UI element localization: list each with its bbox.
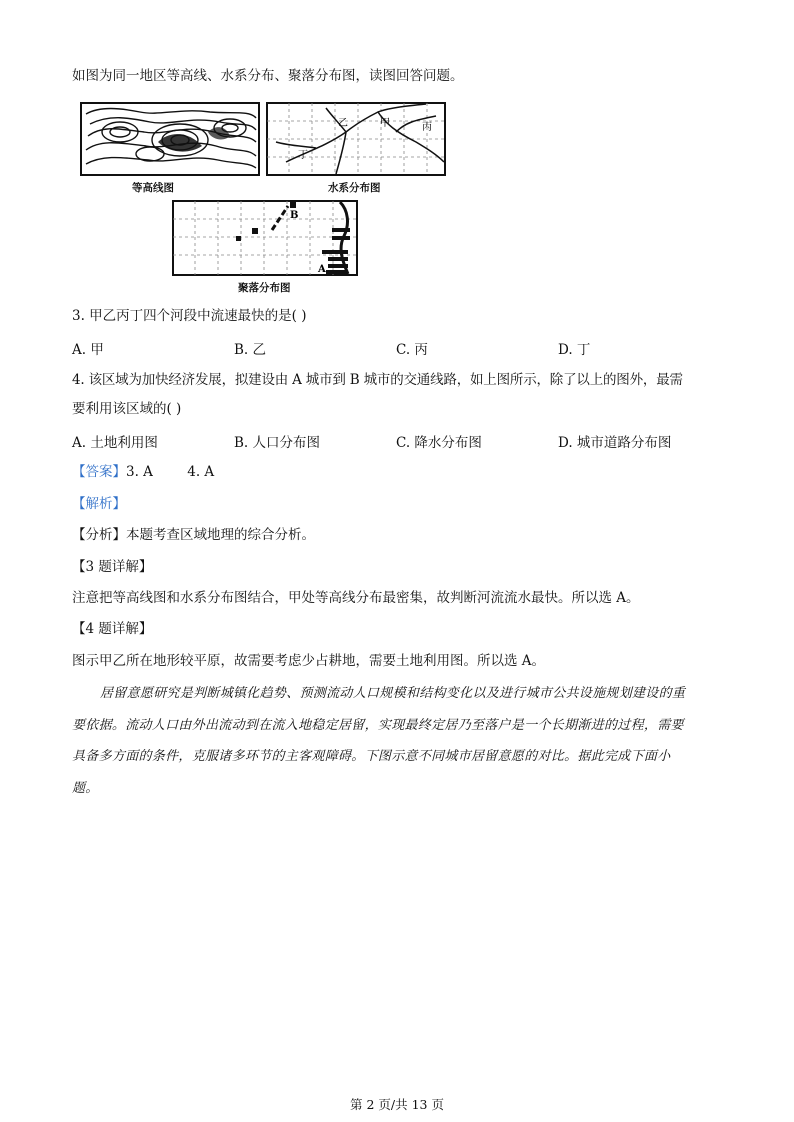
- analysis-tag: 【解析】: [72, 496, 126, 512]
- settlement-label-a: A: [318, 264, 326, 275]
- q4-option-a: A. 土地利用图: [72, 435, 158, 451]
- passage: [72, 678, 732, 804]
- detail4-tag: 【4 题详解】: [72, 621, 153, 637]
- q4-stem-line1: 4. 该区域为加快经济发展，拟建设由 A 城市到 B 城市的交通线路，如上图所示，除了以上的图外，最需: [72, 372, 683, 388]
- answer-line: [72, 462, 214, 482]
- passage-line-1: 居留意愿研究是判断城镇化趋势、预测流动人口规模和结构变化以及进行城市公共设施规划建设的重: [100, 686, 686, 701]
- settlement-map-caption: 聚落分布图: [238, 282, 291, 294]
- detail4-text: 图示甲乙所在地形较平原，故需要考虑少占耕地，需要土地利用图。所以选 A。: [72, 653, 546, 669]
- detail3-tag: 【3 题详解】: [72, 559, 153, 575]
- passage-line-2: 要依据。流动人口由外出流动到在流入地稳定居留，实现最终定居乃至落户是一个长期渐进的过程，需要: [72, 717, 684, 733]
- page-footer: 第 2 页/共 13 页: [350, 1097, 444, 1112]
- passage-line-4: 题。: [72, 780, 99, 796]
- answer-text: 3. A 4. A: [126, 464, 215, 480]
- river-map-figure: [266, 102, 446, 176]
- q4-option-d: D. 城市道路分布图: [558, 435, 672, 451]
- river-label-bing: 丙: [422, 122, 432, 133]
- settlement-label-b: B: [290, 210, 299, 221]
- passage-line-3: 具备多方面的条件，克服诸多环节的主客观障碍。下图示意不同城市居留意愿的对比。据此完成下面小: [72, 749, 671, 764]
- q3-option-c: C. 丙: [396, 342, 428, 358]
- river-label-jia: 甲: [380, 118, 390, 129]
- river-label-yi: 乙: [338, 118, 348, 129]
- q3-option-b: B. 乙: [234, 342, 267, 358]
- contour-map-caption: 等高线图: [132, 182, 174, 194]
- answer-tag: 【答案】: [72, 464, 126, 480]
- river-label-ding: 丁: [298, 150, 308, 161]
- q3-option-a: A. 甲: [72, 342, 104, 358]
- q3-stem: 3. 甲乙丙丁四个河段中流速最快的是( ): [72, 308, 307, 324]
- settlement-map-figure: [172, 200, 358, 276]
- detail3-text: 注意把等高线图和水系分布图结合，甲处等高线分布最密集，故判断河流流水最快。所以选 A。: [72, 590, 640, 606]
- analysis-text: 【分析】本题考查区域地理的综合分析。: [72, 527, 315, 543]
- intro-text: 如图为同一地区等高线、水系分布、聚落分布图，读图回答问题。: [72, 68, 464, 84]
- contour-map-figure: [80, 102, 260, 176]
- q4-option-c: C. 降水分布图: [396, 435, 482, 451]
- q4-stem-line2: 要利用该区域的( ): [72, 401, 182, 417]
- river-map-caption: 水系分布图: [328, 182, 381, 194]
- q4-option-b: B. 人口分布图: [234, 435, 321, 451]
- q3-option-d: D. 丁: [558, 342, 591, 358]
